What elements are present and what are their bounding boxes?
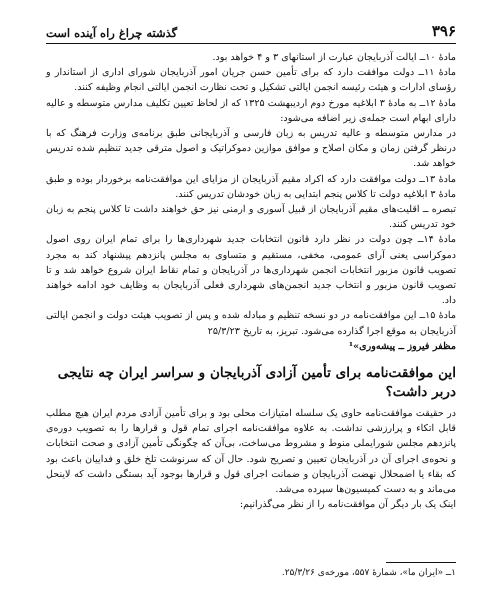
article-12-addendum: در مدارس متوسطه و عالیه تدریس به زبان فارسی و آذربایجانی طبق برنامه‌ی وزارت فرهنگ که با درنظر گرفتن زمان و مکان اصلاح و موافق موازین دموکراتیک و اصول مترقی جدید تنظیم شده تدریس خواهد شد.: [46, 128, 456, 170]
page-header: [46, 22, 456, 44]
article-13-note: تبصره ــ اقلیت‌های مقیم آذربایجان از قبیل آسوری و ارمنی نیز حق خواهند داشت تا کلاس پنجم به زبان خود تدریس کنند.: [46, 204, 456, 231]
page-number: ۳۹۶: [431, 22, 456, 40]
analysis-paragraph: در حقیقت موافقت‌نامه حاوی یک سلسله امتیازات محلی بود و برای تأمین آزادی مردم ایران هیچ مطلب قابل اتکاء و پرارزشی نداشت. به علاوه موافقت‌نامه اجرای تمام قول و قرارها را به تصویب دوره‌ی پانزدهم مجلس شورایملی منوط و مشروط می‌ساخت، بی‌آن که چگونگی تأمین آزادی و صحت انتخابات و نحوه‌ی اجرای آن در آذربایجان تعیین و تصریح شود. حال آن که سرنوشت تلخ خلق و فداییان باعث بود که بقاء یا اضمحلال نهضت آذربایجان و ضمانت اجرای قول و قرارها بوجود آید بستگی داشت که لاینحل می‌ماند و به دست کمیسیون‌ها سپرده می‌شد.: [46, 408, 456, 496]
closing-line: اینک یک بار دیگر آن موافقت‌نامه را از نظر می‌گذرانیم:: [239, 499, 456, 511]
footnote-divider: [386, 562, 456, 563]
article-11: مادهٔ ۱۱ــ دولت موافقت دارد که برای تأمین حسن جریان امور آذربایجان شورای اداری از استاندار و رؤسای ادارات و هیئت رئیسه انجمن ایالتی تشکیل و تحت نظارت انجمن ایالتی انجام وظیفه کنند.: [46, 67, 456, 94]
article-13: مادهٔ ۱۳ــ دولت موافقت دارد که اکراد مقیم آذربایجان از مزایای این موافقت‌نامه برخوردار بوده و طبق مادهٔ ۳ ابلاغیه دولت تا کلاس پنجم ابتدایی به زبان خودشان تدریس کنند.: [46, 173, 456, 200]
footnote-1: ۱ــ «ایران ما»، شمارهٔ ۵۵۷، مورخه‌ی ۲۵/۳/۲۶.: [281, 568, 456, 578]
article-14: مادهٔ ۱۴ــ چون دولت در نظر دارد قانون انتخابات جدید شهرداری‌ها را برای تمام ایران روی اصول دموکراسی یعنی آرای عمومی، مخفی، مستقیم و متساوی به مجلس پانزدهم پیشنهاد کند به مجرد تصویب قانون مزبور انتخابات انجمن شهرداری‌ها در آذربایجان و تمام نقاط ایران شروع خواهد شد و تا تصویب قانون مزبور و انتخاب جدید انجمن‌های شهرداری فعلی آذربایجان به وظایف خود ادامه خواهند داد.: [46, 234, 456, 307]
article-12: مادهٔ ۱۲ــ به مادهٔ ۳ ابلاغیه مورخ دوم اردیبهشت ۱۳۲۵ که از لحاظ تعیین تکلیف مدارس متوسطه و عالیه دارای ابهام است جمله‌ی زیر اضافه می‌شود:: [46, 97, 457, 124]
body-text: [46, 50, 456, 512]
section-heading: این موافقت‌نامه برای تأمین آزادی آذربایجان و سراسر ایران چه نتایجی دربر داشت؟: [57, 365, 456, 401]
footnotes: [46, 562, 456, 580]
running-title: گذشته چراغ راه آینده است: [46, 26, 178, 40]
article-10: مادهٔ ۱۰ــ ایالت آذربایجان عبارت از استانهای ۳ و ۴ خواهد بود.: [212, 52, 456, 63]
signatories: مظفر فیروز ــ پیشه‌وری»¹: [348, 340, 456, 352]
article-15: مادهٔ ۱۵ــ این موافقت‌نامه در دو نسخه تنظیم و مبادله شده و پس از تصویب هیئت دولت و انجمن ایالتی آذربایجان به موقع اجرا گذارده می‌شود. تبریز، به تاریخ ۲۵/۳/۲۳: [46, 310, 456, 337]
